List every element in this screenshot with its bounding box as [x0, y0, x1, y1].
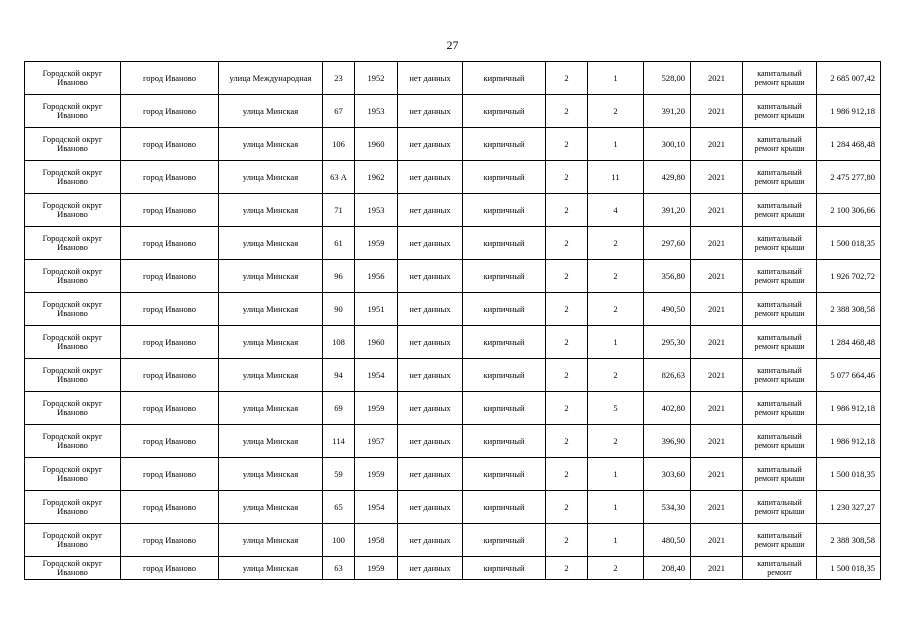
cell-district: Городской округ Иваново	[25, 128, 121, 161]
cell-wall-material: кирпичный	[463, 425, 546, 458]
cell-wall-material: кирпичный	[463, 293, 546, 326]
cell-area: 826,63	[644, 359, 691, 392]
cell-entrances: 2	[588, 95, 644, 128]
cell-entrances: 1	[588, 128, 644, 161]
cell-house-number: 94	[323, 359, 355, 392]
cell-wall-material: кирпичный	[463, 194, 546, 227]
cell-house-number: 114	[323, 425, 355, 458]
cell-floors: 2	[546, 62, 588, 95]
cell-entrances: 2	[588, 227, 644, 260]
cell-cost: 1 284 468,48	[817, 326, 881, 359]
cell-street: улица Минская	[219, 128, 323, 161]
cell-entrances: 2	[588, 557, 644, 580]
cell-entrances: 2	[588, 260, 644, 293]
cell-street: улица Минская	[219, 326, 323, 359]
cell-work-type: капитальный ремонт крыши	[743, 128, 817, 161]
cell-area: 391,20	[644, 194, 691, 227]
cell-street: улица Международная	[219, 62, 323, 95]
cell-build-year: 1953	[355, 194, 398, 227]
cell-wall-material: кирпичный	[463, 392, 546, 425]
cell-area: 300,10	[644, 128, 691, 161]
cell-work-type: капитальный ремонт крыши	[743, 260, 817, 293]
cell-work-type: капитальный ремонт крыши	[743, 194, 817, 227]
cell-floors: 2	[546, 293, 588, 326]
cell-build-year: 1952	[355, 62, 398, 95]
cell-city: город Иваново	[121, 524, 219, 557]
cell-floors: 2	[546, 524, 588, 557]
cell-cost: 2 685 007,42	[817, 62, 881, 95]
cell-street: улица Минская	[219, 359, 323, 392]
cell-plan-year: 2021	[691, 359, 743, 392]
cell-work-type: капитальный ремонт крыши	[743, 524, 817, 557]
cell-info: нет данных	[398, 557, 463, 580]
cell-city: город Иваново	[121, 425, 219, 458]
cell-house-number: 106	[323, 128, 355, 161]
cell-city: город Иваново	[121, 557, 219, 580]
cell-plan-year: 2021	[691, 392, 743, 425]
cell-cost: 1 500 018,35	[817, 227, 881, 260]
table-row	[25, 425, 881, 458]
cell-plan-year: 2021	[691, 161, 743, 194]
cell-floors: 2	[546, 326, 588, 359]
cell-build-year: 1959	[355, 458, 398, 491]
cell-build-year: 1958	[355, 524, 398, 557]
cell-wall-material: кирпичный	[463, 326, 546, 359]
cell-house-number: 90	[323, 293, 355, 326]
cell-district: Городской округ Иваново	[25, 227, 121, 260]
cell-floors: 2	[546, 128, 588, 161]
cell-plan-year: 2021	[691, 557, 743, 580]
cell-entrances: 4	[588, 194, 644, 227]
cell-district: Городской округ Иваново	[25, 359, 121, 392]
cell-build-year: 1959	[355, 557, 398, 580]
cell-city: город Иваново	[121, 458, 219, 491]
cell-wall-material: кирпичный	[463, 458, 546, 491]
cell-floors: 2	[546, 425, 588, 458]
cell-district: Городской округ Иваново	[25, 557, 121, 580]
cell-info: нет данных	[398, 458, 463, 491]
cell-cost: 2 388 308,58	[817, 293, 881, 326]
cell-info: нет данных	[398, 293, 463, 326]
table-row	[25, 326, 881, 359]
cell-area: 402,80	[644, 392, 691, 425]
table-row	[25, 557, 881, 580]
cell-work-type: капитальный ремонт крыши	[743, 62, 817, 95]
cell-entrances: 2	[588, 293, 644, 326]
cell-entrances: 1	[588, 524, 644, 557]
cell-floors: 2	[546, 359, 588, 392]
table-row	[25, 194, 881, 227]
table-row	[25, 359, 881, 392]
cell-street: улица Минская	[219, 458, 323, 491]
cell-build-year: 1962	[355, 161, 398, 194]
cell-district: Городской округ Иваново	[25, 524, 121, 557]
cell-city: город Иваново	[121, 326, 219, 359]
cell-city: город Иваново	[121, 491, 219, 524]
cell-street: улица Минская	[219, 161, 323, 194]
cell-floors: 2	[546, 557, 588, 580]
cell-wall-material: кирпичный	[463, 491, 546, 524]
table-row	[25, 524, 881, 557]
cell-build-year: 1954	[355, 491, 398, 524]
cell-area: 528,00	[644, 62, 691, 95]
cell-plan-year: 2021	[691, 524, 743, 557]
table-row	[25, 227, 881, 260]
cell-entrances: 1	[588, 62, 644, 95]
cell-street: улица Минская	[219, 194, 323, 227]
cell-plan-year: 2021	[691, 260, 743, 293]
cell-entrances: 2	[588, 425, 644, 458]
cell-plan-year: 2021	[691, 425, 743, 458]
cell-floors: 2	[546, 491, 588, 524]
cell-entrances: 1	[588, 491, 644, 524]
cell-floors: 2	[546, 458, 588, 491]
cell-area: 297,60	[644, 227, 691, 260]
cell-work-type: капитальный ремонт крыши	[743, 326, 817, 359]
cell-info: нет данных	[398, 524, 463, 557]
cell-entrances: 1	[588, 458, 644, 491]
cell-district: Городской округ Иваново	[25, 161, 121, 194]
cell-work-type: капитальный ремонт крыши	[743, 293, 817, 326]
table-row	[25, 95, 881, 128]
cell-build-year: 1956	[355, 260, 398, 293]
cell-wall-material: кирпичный	[463, 359, 546, 392]
page-number: 27	[446, 38, 459, 52]
cell-cost: 5 077 664,46	[817, 359, 881, 392]
cell-wall-material: кирпичный	[463, 128, 546, 161]
cell-build-year: 1959	[355, 392, 398, 425]
cell-street: улица Минская	[219, 293, 323, 326]
cell-district: Городской округ Иваново	[25, 326, 121, 359]
cell-area: 490,50	[644, 293, 691, 326]
cell-work-type: капитальный ремонт крыши	[743, 491, 817, 524]
cell-entrances: 11	[588, 161, 644, 194]
cell-house-number: 63	[323, 557, 355, 580]
cell-city: город Иваново	[121, 260, 219, 293]
table-row	[25, 293, 881, 326]
cell-info: нет данных	[398, 425, 463, 458]
cell-floors: 2	[546, 161, 588, 194]
table-row	[25, 392, 881, 425]
cell-info: нет данных	[398, 62, 463, 95]
cell-plan-year: 2021	[691, 128, 743, 161]
cell-street: улица Минская	[219, 557, 323, 580]
table-row	[25, 458, 881, 491]
cell-city: город Иваново	[121, 293, 219, 326]
cell-cost: 1 284 468,48	[817, 128, 881, 161]
cell-house-number: 61	[323, 227, 355, 260]
cell-build-year: 1959	[355, 227, 398, 260]
cell-wall-material: кирпичный	[463, 227, 546, 260]
cell-work-type: капитальный ремонт крыши	[743, 95, 817, 128]
cell-street: улица Минская	[219, 260, 323, 293]
cell-info: нет данных	[398, 260, 463, 293]
cell-area: 208,40	[644, 557, 691, 580]
cell-city: город Иваново	[121, 359, 219, 392]
cell-area: 396,90	[644, 425, 691, 458]
cell-city: город Иваново	[121, 128, 219, 161]
cell-plan-year: 2021	[691, 293, 743, 326]
cell-wall-material: кирпичный	[463, 260, 546, 293]
cell-cost: 2 475 277,80	[817, 161, 881, 194]
table-row	[25, 161, 881, 194]
cell-work-type: капитальный ремонт крыши	[743, 359, 817, 392]
cell-info: нет данных	[398, 392, 463, 425]
cell-street: улица Минская	[219, 227, 323, 260]
cell-plan-year: 2021	[691, 194, 743, 227]
cell-wall-material: кирпичный	[463, 524, 546, 557]
cell-district: Городской округ Иваново	[25, 62, 121, 95]
table-row	[25, 491, 881, 524]
cell-build-year: 1954	[355, 359, 398, 392]
cell-plan-year: 2021	[691, 458, 743, 491]
cell-street: улица Минская	[219, 392, 323, 425]
cell-floors: 2	[546, 95, 588, 128]
cell-cost: 2 388 308,58	[817, 524, 881, 557]
cell-cost: 1 500 018,35	[817, 458, 881, 491]
cell-district: Городской округ Иваново	[25, 293, 121, 326]
table-row	[25, 128, 881, 161]
cell-build-year: 1960	[355, 128, 398, 161]
cell-info: нет данных	[398, 161, 463, 194]
cell-info: нет данных	[398, 194, 463, 227]
cell-cost: 1 986 912,18	[817, 425, 881, 458]
cell-cost: 1 500 018,35	[817, 557, 881, 580]
cell-house-number: 100	[323, 524, 355, 557]
cell-floors: 2	[546, 392, 588, 425]
cell-build-year: 1957	[355, 425, 398, 458]
cell-wall-material: кирпичный	[463, 557, 546, 580]
cell-work-type: капитальный ремонт крыши	[743, 425, 817, 458]
cell-district: Городской округ Иваново	[25, 194, 121, 227]
cell-area: 480,50	[644, 524, 691, 557]
cell-info: нет данных	[398, 359, 463, 392]
cell-street: улица Минская	[219, 95, 323, 128]
cell-street: улица Минская	[219, 425, 323, 458]
cell-cost: 1 230 327,27	[817, 491, 881, 524]
table-row	[25, 260, 881, 293]
cell-info: нет данных	[398, 95, 463, 128]
cell-street: улица Минская	[219, 524, 323, 557]
cell-work-type: капитальный ремонт крыши	[743, 227, 817, 260]
cell-work-type: капитальный ремонт	[743, 557, 817, 580]
cell-cost: 1 986 912,18	[817, 392, 881, 425]
cell-district: Городской округ Иваново	[25, 260, 121, 293]
cell-area: 429,80	[644, 161, 691, 194]
cell-plan-year: 2021	[691, 62, 743, 95]
cell-wall-material: кирпичный	[463, 95, 546, 128]
cell-district: Городской округ Иваново	[25, 425, 121, 458]
cell-house-number: 63 А	[323, 161, 355, 194]
cell-area: 295,30	[644, 326, 691, 359]
cell-build-year: 1960	[355, 326, 398, 359]
cell-entrances: 5	[588, 392, 644, 425]
cell-plan-year: 2021	[691, 227, 743, 260]
cell-district: Городской округ Иваново	[25, 95, 121, 128]
cell-house-number: 69	[323, 392, 355, 425]
cell-plan-year: 2021	[691, 326, 743, 359]
cell-house-number: 23	[323, 62, 355, 95]
cell-floors: 2	[546, 260, 588, 293]
cell-plan-year: 2021	[691, 491, 743, 524]
cell-floors: 2	[546, 227, 588, 260]
housing-repair-table	[24, 61, 881, 580]
cell-build-year: 1951	[355, 293, 398, 326]
cell-floors: 2	[546, 194, 588, 227]
cell-area: 303,60	[644, 458, 691, 491]
cell-work-type: капитальный ремонт крыши	[743, 161, 817, 194]
cell-city: город Иваново	[121, 227, 219, 260]
cell-city: город Иваново	[121, 161, 219, 194]
cell-city: город Иваново	[121, 194, 219, 227]
cell-info: нет данных	[398, 227, 463, 260]
cell-entrances: 2	[588, 359, 644, 392]
cell-entrances: 1	[588, 326, 644, 359]
cell-info: нет данных	[398, 326, 463, 359]
cell-cost: 1 926 702,72	[817, 260, 881, 293]
cell-house-number: 96	[323, 260, 355, 293]
cell-area: 391,20	[644, 95, 691, 128]
table-row	[25, 62, 881, 95]
cell-work-type: капитальный ремонт крыши	[743, 392, 817, 425]
cell-house-number: 65	[323, 491, 355, 524]
cell-district: Городской округ Иваново	[25, 458, 121, 491]
cell-build-year: 1953	[355, 95, 398, 128]
cell-cost: 1 986 912,18	[817, 95, 881, 128]
table-body	[25, 62, 881, 580]
cell-city: город Иваново	[121, 62, 219, 95]
cell-house-number: 108	[323, 326, 355, 359]
cell-city: город Иваново	[121, 392, 219, 425]
cell-area: 356,80	[644, 260, 691, 293]
cell-street: улица Минская	[219, 491, 323, 524]
cell-area: 534,30	[644, 491, 691, 524]
cell-house-number: 59	[323, 458, 355, 491]
cell-wall-material: кирпичный	[463, 161, 546, 194]
cell-plan-year: 2021	[691, 95, 743, 128]
cell-wall-material: кирпичный	[463, 62, 546, 95]
cell-district: Городской округ Иваново	[25, 491, 121, 524]
cell-work-type: капитальный ремонт крыши	[743, 458, 817, 491]
cell-city: город Иваново	[121, 95, 219, 128]
cell-info: нет данных	[398, 128, 463, 161]
cell-house-number: 71	[323, 194, 355, 227]
cell-cost: 2 100 306,66	[817, 194, 881, 227]
cell-house-number: 67	[323, 95, 355, 128]
cell-district: Городской округ Иваново	[25, 392, 121, 425]
cell-info: нет данных	[398, 491, 463, 524]
